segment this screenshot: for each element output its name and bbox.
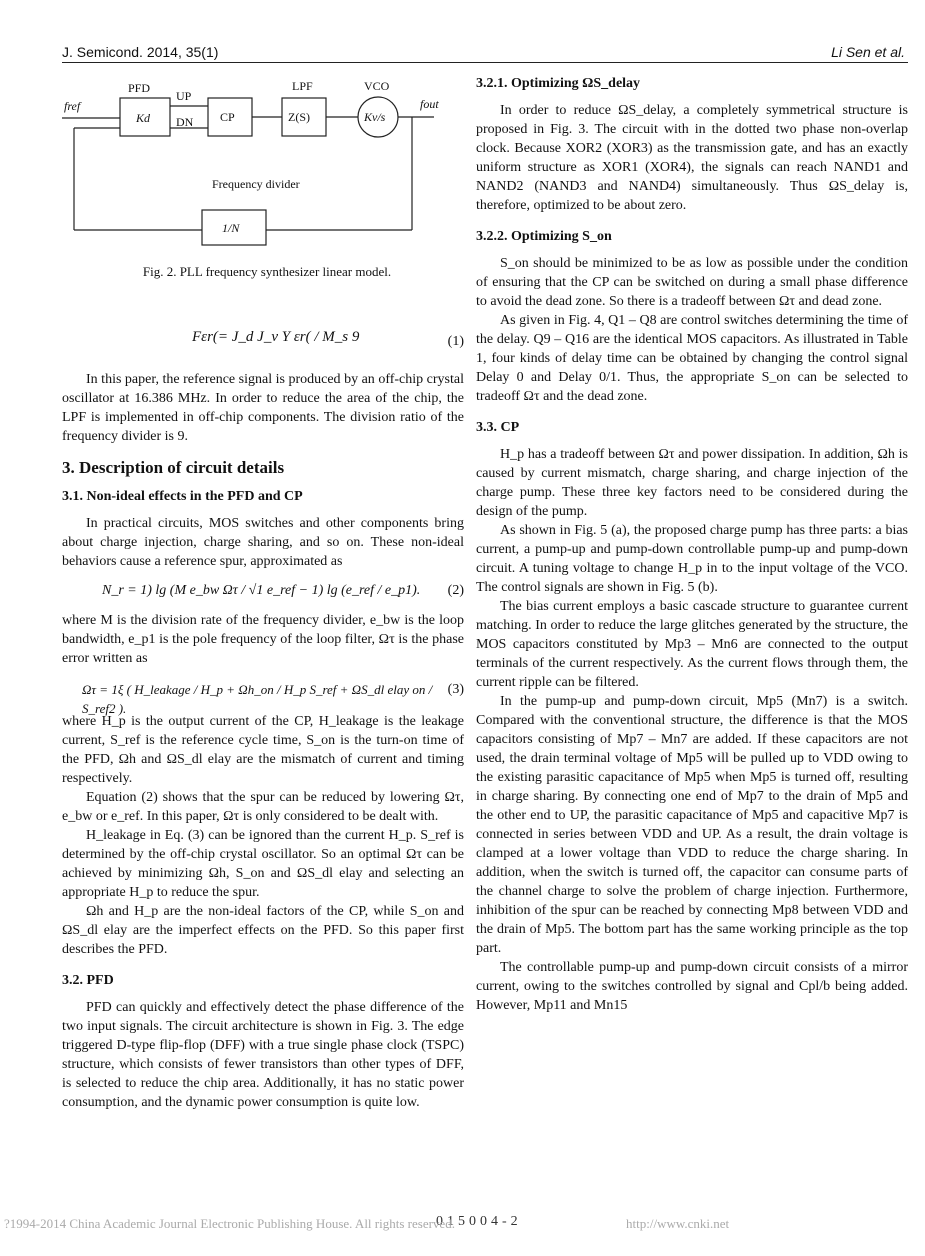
cp-label: CP: [220, 110, 235, 124]
figure-2-block-diagram: [62, 70, 472, 260]
up-label: UP: [176, 89, 192, 103]
para-intro: In this paper, the reference signal is produced by an off-chip crystal oscillator at 16.386 MHz. In order to reduce the area of the chip, the LPF is implemented in off-chip components. The division ratio of the frequency divider is 9.: [62, 372, 464, 444]
section-3-1-heading: 3.1. Non-ideal effects in the PFD and CP: [62, 489, 303, 504]
fref-label: fref: [64, 99, 81, 113]
para-eq3-definitions: where H_p is the output current of the CP, H_leakage is the leakage current, S_ref is the reference cycle time, S_on is the turn-on time of the PFD, Ωh and ΩS_dl elay are the mismatch of current and timing respectively.: [62, 714, 464, 786]
equation-3: Ωτ = 1ξ ( H_leakage / H_p + Ωh_on / H_p S_ref + ΩS_dl elay on / S_ref2 ).: [82, 682, 433, 716]
freq-divider-label: Frequency divider: [212, 177, 300, 191]
para-3-2-2b: As given in Fig. 4, Q1 – Q8 are control switches determining the time of the delay. Q9 – Q16 are the identical MOS capacitors. As illustrated in Table 1, four kinds of delay time can be obtained by changing the control signal Delay 0 and Delay 0/1. Thus, the appropriate S_on can be selected to tradeoff Ωτ and the dead zone.: [476, 313, 908, 404]
authors-header: Li Sen et al.: [831, 44, 905, 60]
copyright-notice: ?1994-2014 China Academic Journal Electronic Publishing House. All rights reserved.: [4, 1216, 455, 1231]
figure-2-caption: Fig. 2. PLL frequency synthesizer linear model.: [142, 264, 392, 279]
right-column: [476, 74, 908, 1015]
dn-label: DN: [176, 115, 194, 129]
para-3-2-2a: S_on should be minimized to be as low as possible under the condition of ensuring that the CP can be switched on during a small phase difference to avoid the dead zone. So there is a tradeoff between Ωτ and dead zone.: [476, 256, 908, 309]
equation-1-number: (1): [447, 334, 464, 349]
section-3-2-heading: 3.2. PFD: [62, 973, 114, 988]
section-3-3-heading: 3.3. CP: [476, 420, 520, 435]
para-3-3d: In the pump-up and pump-down circuit, Mp5 (Mn7) is a switch. Compared with the conventional structure, the difference is that the MOS capacitors consisting of Mp7 – Mn7 are added. If these capacitors are not used, the drain terminal voltage of Mp5 will be pulled up to VDD owing to the existing parasitic capacitance of Mp5 when Mp5 is turned off, resulting in charge sharing. By connecting one end of Mp7 to the drain of Mp5 and the other end to UP, the parasitic capacitance of Mp5 and capacitive Mp7 is connected in series between VDD and UP. As a result, the drain voltage is clamped at a lower voltage than VDD to reduce the charge sharing. In addition, when the switch is turned off, the capacitor can consume parts of the channel charge to solve the problem of charge injection. Furthermore, inhibition of the spur can be reached by connecting Mp8 between VDD and the drain of Mp5. The bottom part has the same working principle as the top part.: [476, 694, 908, 956]
cnki-url: http://www.cnki.net: [626, 1216, 730, 1231]
para-nonideal: Ωh and H_p are the non-ideal factors of the CP, while S_on and ΩS_dl elay are the imperfect effects on the PFD. So this paper first describes the PFD.: [62, 904, 464, 957]
page-number: 015004-2: [436, 1214, 522, 1229]
para-eq2-definitions: where M is the division rate of the frequency divider, e_bw is the loop bandwidth, e_p1 is the pole frequency of the loop filter, Ωτ is the phase error written as: [62, 613, 464, 666]
section-3-2-2-heading: 3.2.2. Optimizing S_on: [476, 229, 612, 244]
para-3-3b: As shown in Fig. 5 (a), the proposed charge pump has three parts: a bias current, a pump-up and pump-down controllable pump-up and pump-down circuit. A tuning voltage to change H_p in to the input voltage of the VCO. The control signals are shown in Fig. 5 (b).: [476, 523, 908, 595]
equation-2-number: (2): [447, 583, 464, 598]
kvs-label: Kv/s: [364, 110, 386, 124]
para-3-3e: The controllable pump-up and pump-down circuit consists of a mirror current, owing to the switches controlled by signal and Cpl/b being added. However, Mp11 and Mn15: [476, 960, 908, 1013]
zs-label: Z(S): [288, 110, 310, 124]
section-3-heading: 3. Description of circuit details: [62, 458, 285, 477]
lpf-label: LPF: [292, 79, 313, 93]
para-eq2-discussion: Equation (2) shows that the spur can be reduced by lowering Ωτ, e_bw or e_ref. In this paper, Ωτ is only considered to be dealt with.: [62, 790, 464, 824]
para-3-3a: H_p has a tradeoff between Ωτ and power dissipation. In addition, Ωh is caused by current mismatch, charge sharing, and charge injection of the charge pump. These three key factors need to be considered during the design of the pump.: [476, 447, 908, 519]
para-3-1: In practical circuits, MOS switches and other components bring about charge injection, charge sharing, and so on. These non-ideal behaviors cause a reference spur, approximated as: [62, 516, 464, 569]
header-rule: [62, 62, 908, 63]
para-leakage: H_leakage in Eq. (3) can be ignored than the current H_p. S_ref is determined by the off-chip crystal oscillator. So an optimal Ωτ can be achieved by minimizing Ωh, S_on and ΩS_dl elay and selecting an appropriate H_p to reduce the spur.: [62, 828, 464, 900]
para-3-3c: The bias current employs a basic cascade structure to guarantee current matching. In order to reduce the large glitches generated by the structure, the MOS capacitors constituted by Mp3 – Mn6 are connected to the output terminals of the current respectively. As the current flows through them, the current ripple can be filtered.: [476, 599, 908, 690]
pfd-label: PFD: [128, 81, 151, 95]
para-3-2-1: In order to reduce ΩS_delay, a completely symmetrical structure is proposed in Fig. 3. The circuit with in the dotted two phase non-overlap clock. Because XOR2 (XOR3) as the transmission gate, and has an exactly uniform structure as XOR1 (XOR4), the signals can reach NAND1 and NAND2 (NAND3 and NAND4) simultaneously. Thus ΩS_delay is, therefore, optimized to be about zero.: [476, 103, 908, 213]
fout-label: fout: [420, 97, 439, 111]
section-3-2-1-heading: 3.2.1. Optimizing ΩS_delay: [476, 76, 641, 91]
vco-label: VCO: [364, 79, 390, 93]
equation-1: Fεr(= J_d J_v Y εr( / M_s 9: [192, 329, 360, 345]
equation-3-number: (3): [447, 682, 464, 697]
kd-label: Kd: [136, 111, 151, 125]
one-over-n-label: 1/N: [222, 221, 240, 235]
equation-2: N_r = 1) lg (M e_bw Ωτ / √1 e_ref − 1) lg (e_ref / e_p1).: [102, 583, 421, 598]
left-column: [62, 310, 464, 1112]
journal-header: J. Semicond. 2014, 35(1): [62, 44, 219, 60]
para-3-2: PFD can quickly and effectively detect the phase difference of the two input signals. The circuit architecture is shown in Fig. 3. The edge triggered D-type flip-flop (DFF) with a true single phase clock (TSPC) structure, which consists of fewer transistors than other types of DFF, is selected to reduce the chip area. Additionally, it has no static power consumption, and the dynamic power consumption is quite low.: [62, 1000, 464, 1110]
